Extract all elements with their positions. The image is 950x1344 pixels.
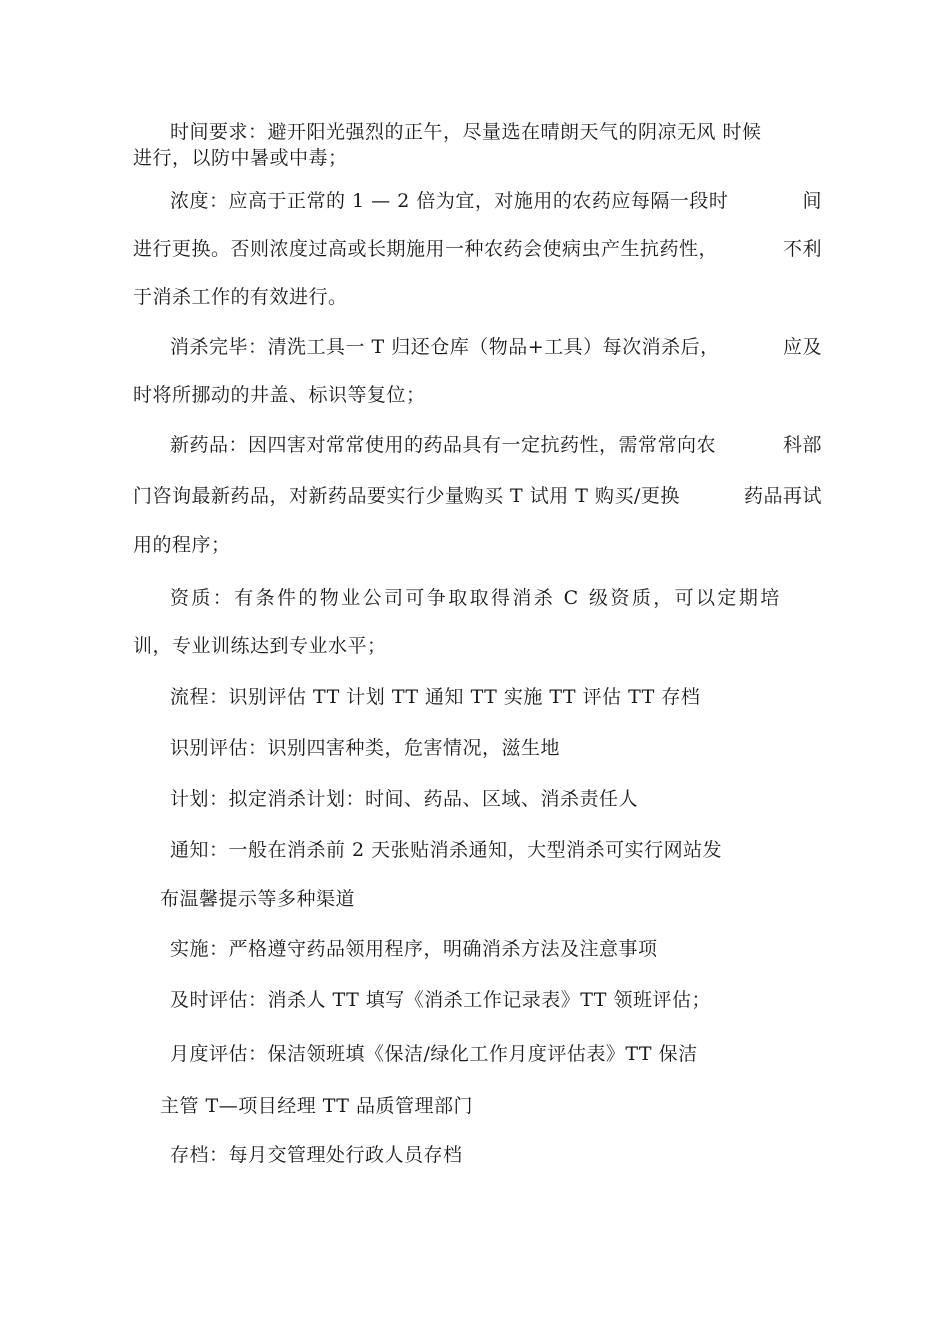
concentration-line-3: 于消杀工作的有效进行。	[133, 286, 348, 308]
concentration-line-1a: 浓度：应高于正常的 1 — 2 倍为宜，对施用的农药应每隔一段时	[170, 190, 729, 212]
process-line: 流程：识别评估 TT 计划 TT 通知 TT 实施 TT 评估 TT 存档	[170, 686, 701, 708]
completion-line-1b: 应及	[782, 336, 822, 358]
new-drugs-line-2	[133, 484, 822, 508]
concentration-line-1b: 间	[802, 190, 822, 212]
qualification-line-2: 训，专业训练达到专业水平；	[133, 635, 387, 657]
concentration-line-2b: 不利	[782, 238, 822, 260]
new-drugs-line-1a: 新药品：因四害对常常使用的药品具有一定抗药性，需常常向农	[170, 434, 717, 456]
concentration-line-2a: 进行更换。否则浓度过高或长期施用一种农药会使病虫产生抗药性，	[133, 238, 719, 260]
completion-line-1	[170, 335, 822, 359]
new-drugs-line-1	[170, 433, 822, 457]
new-drugs-line-2b: 药品再试	[743, 485, 822, 507]
completion-line-2: 时将所挪动的井盖、标识等复位；	[133, 384, 426, 406]
completion-line-1a: 消杀完毕：清洗工具一 T 归还仓库（物品+工具）每次消杀后，	[170, 336, 720, 358]
monthly-eval-line-1: 月度评估：保洁领班填《保洁/绿化工作月度评估表》TT 保洁	[170, 1043, 698, 1065]
archive-line: 存档：每月交管理处行政人员存档	[170, 1144, 463, 1166]
notice-line-2: 布温馨提示等多种渠道	[160, 888, 356, 910]
qualification-line-1: 资质：有条件的物业公司可争取取得消杀 C 级资质，可以定期培	[170, 587, 782, 609]
notice-line-1: 通知：一般在消杀前 2 天张贴消杀通知，大型消杀可实行网站发	[170, 839, 723, 861]
timely-eval-line: 及时评估：消杀人 TT 填写《消杀工作记录表》TT 领班评估；	[170, 989, 712, 1011]
plan-line: 计划：拟定消杀计划：时间、药品、区域、消杀责任人	[170, 788, 639, 810]
new-drugs-line-2a: 门咨询最新药品，对新药品要实行少量购买 T 试用 T 购买/更换	[133, 485, 680, 507]
new-drugs-line-1b: 科部	[782, 434, 822, 456]
identify-line: 识别评估：识别四害种类，危害情况，滋生地	[170, 737, 561, 759]
new-drugs-line-3: 用的程序；	[133, 534, 231, 556]
concentration-line-1	[170, 189, 822, 213]
concentration-line-2	[133, 237, 822, 261]
time-req-line-2: 进行，以防中暑或中毒；	[133, 147, 348, 169]
implement-line: 实施：严格遵守药品领用程序，明确消杀方法及注意事项	[170, 938, 658, 960]
monthly-eval-line-2: 主管 T—项目经理 TT 品质管理部门	[160, 1095, 473, 1117]
time-req-line-1: 时间要求：避开阳光强烈的正午，尽量选在晴朗天气的阴凉无风 时候	[170, 121, 762, 143]
